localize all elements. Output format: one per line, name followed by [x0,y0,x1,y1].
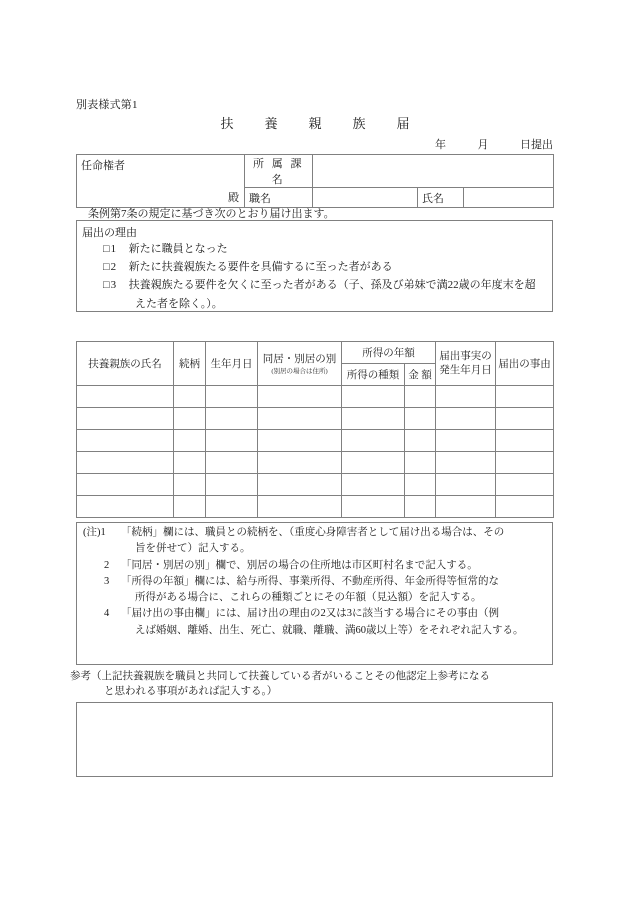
reason-number: 3 [110,278,117,291]
reference-entry-box[interactable] [76,702,553,777]
cell-name[interactable] [77,386,174,408]
reason-list [103,242,543,311]
reason-item-3-continuation: えた者を除く。）。 [135,297,223,310]
family-members-table [76,341,554,518]
reason-label: 新たに扶養親族たる要件を具備するに至った者がある [128,260,393,273]
reason-label: 新たに職員となった [128,243,228,255]
note-item-1 [77,525,552,541]
position-label: 職名 [245,188,313,208]
col-header-income-group: 所得の年額 [342,342,436,364]
notes-box [76,522,553,665]
col-header-name: 扶養親族の氏名 [77,342,174,386]
department-label: 所 属 課 名 [245,155,313,188]
cell-reason[interactable] [496,452,554,474]
event-date-line2: 発生年月日 [439,364,492,376]
cell-income-type[interactable] [342,452,405,474]
table-row [77,474,554,496]
checkbox-icon[interactable]: □ [103,278,110,291]
cell-income-amount[interactable] [405,408,436,430]
cell-income-type[interactable] [342,474,405,496]
note-item-3 [77,574,552,590]
cell-birthdate[interactable] [206,430,258,452]
cell-reason[interactable] [496,408,554,430]
checkbox-icon[interactable]: □ [103,260,110,273]
col-header-residence [258,342,342,386]
appointer-label: 任命権者 [81,160,125,172]
note-label: 2 [104,559,110,571]
reason-item-2[interactable] [103,260,543,275]
cell-relation[interactable] [174,474,206,496]
residence-sub-note: (別居の場合は住所) [271,368,328,376]
cell-name[interactable] [77,474,174,496]
note-label: (注)1 [83,527,106,538]
note-text: 「続柄」欄には、職員との続柄を、（重度心身障害者として届け出る場合は、その [121,527,505,538]
appointer-cell [77,155,245,208]
reason-item-3[interactable] [103,278,543,293]
family-table-body [77,386,554,518]
reference-line-1: 参考（上記扶養親族を職員と共同して扶養している者がいることその他認定上参考になる [70,671,490,682]
cell-relation[interactable] [174,408,206,430]
table-row [77,452,554,474]
cell-reason[interactable] [496,386,554,408]
residence-main-label: 同居・別居の別 [262,354,337,366]
cell-income-amount[interactable] [405,452,436,474]
cell-residence[interactable] [258,474,342,496]
table-row [77,430,554,452]
col-header-income-amount: 金 額 [405,364,436,386]
note-item-4-continuation: えば婚姻、離婚、出生、死亡、就職、離職、満60歳以上等）をそれぞれ記入する。 [135,624,524,636]
table-header-row [77,342,554,364]
cell-residence[interactable] [258,430,342,452]
cell-income-amount[interactable] [405,474,436,496]
cell-name[interactable] [77,430,174,452]
page-title: 扶 養 親 族 届 [220,116,419,131]
col-header-event-date [436,342,496,386]
col-header-reason: 届出の事由 [496,342,554,386]
cell-reason[interactable] [496,496,554,518]
note-item-3-continuation: 所得がある場合に、これらの種類ごとにその年額（見込額）を記入する。 [135,592,482,604]
cell-event-date[interactable] [436,496,496,518]
col-header-income-type: 所得の種類 [342,364,405,386]
note-text: 「所得の年額」欄には、給与所得、事業所得、不動産所得、年金所得等恒常的な [121,575,499,587]
name-label: 氏名 [418,188,464,208]
reference-line-2: と思われる事項があれば記入する。） [104,686,278,697]
note-item-1-continuation: 旨を併せて）記入する。 [135,543,251,555]
checkbox-icon[interactable]: □ [103,243,110,255]
cell-income-amount[interactable] [405,430,436,452]
cell-birthdate[interactable] [206,452,258,474]
statement-text: 条例第7条の規定に基づき次のとおり届け出ます。 [88,208,335,220]
cell-income-type[interactable] [342,408,405,430]
name-value-field[interactable] [464,188,554,208]
submission-date-line [0,136,553,152]
note-label: 4 [104,608,110,620]
cell-income-amount[interactable] [405,386,436,408]
cell-relation[interactable] [174,496,206,518]
cell-residence[interactable] [258,452,342,474]
reason-label: 扶養親族たる要件を欠くに至った者がある（子、孫及び弟妹で満22歳の年度末を超 [128,278,536,291]
table-row [77,386,554,408]
cell-residence[interactable] [258,386,342,408]
reason-box [76,220,553,312]
note-item-2 [77,558,552,574]
cell-income-type[interactable] [342,496,405,518]
cell-income-type[interactable] [342,386,405,408]
note-item-4 [77,606,552,622]
cell-relation[interactable] [174,430,206,452]
authority-table [76,154,554,208]
note-text: 「同居・別居の別」欄で、別居の場合の住所地は市区町村名まで記入する。 [121,559,478,571]
reason-item-1[interactable] [103,242,543,257]
col-header-relation: 続柄 [174,342,206,386]
cell-event-date[interactable] [436,386,496,408]
table-row [77,408,554,430]
form-number: 別表様式第1 [76,99,138,111]
cell-event-date[interactable] [436,474,496,496]
event-date-line1: 届出事実の [439,350,492,362]
cell-birthdate[interactable] [206,408,258,430]
day-submit-label: 日提出 [520,139,553,151]
cell-birthdate[interactable] [206,496,258,518]
table-row [77,496,554,518]
cell-residence[interactable] [258,408,342,430]
cell-name[interactable] [77,452,174,474]
cell-name[interactable] [77,408,174,430]
cell-event-date[interactable] [436,452,496,474]
cell-reason[interactable] [496,430,554,452]
note-text: 「届け出の事由欄」には、届け出の理由の2又は3に該当する場合にその事由（例 [121,608,499,620]
cell-reason[interactable] [496,474,554,496]
notes-list [77,523,552,639]
cell-name[interactable] [77,496,174,518]
year-label: 年 [435,139,446,151]
table-row [77,155,554,188]
month-label: 月 [477,139,489,151]
cell-relation[interactable] [174,452,206,474]
cell-residence[interactable] [258,496,342,518]
col-header-birthdate: 生年月日 [206,342,258,386]
dono-label: 殿 [228,192,239,204]
cell-income-type[interactable] [342,430,405,452]
reason-number: 1 [110,243,117,255]
cell-birthdate[interactable] [206,386,258,408]
department-value-field[interactable] [313,155,554,188]
reason-heading: 届出の理由 [82,227,137,239]
cell-income-amount[interactable] [405,496,436,518]
note-label: 3 [104,575,110,587]
cell-event-date[interactable] [436,408,496,430]
cell-birthdate[interactable] [206,474,258,496]
cell-relation[interactable] [174,386,206,408]
reason-number: 2 [110,260,117,273]
cell-event-date[interactable] [436,430,496,452]
